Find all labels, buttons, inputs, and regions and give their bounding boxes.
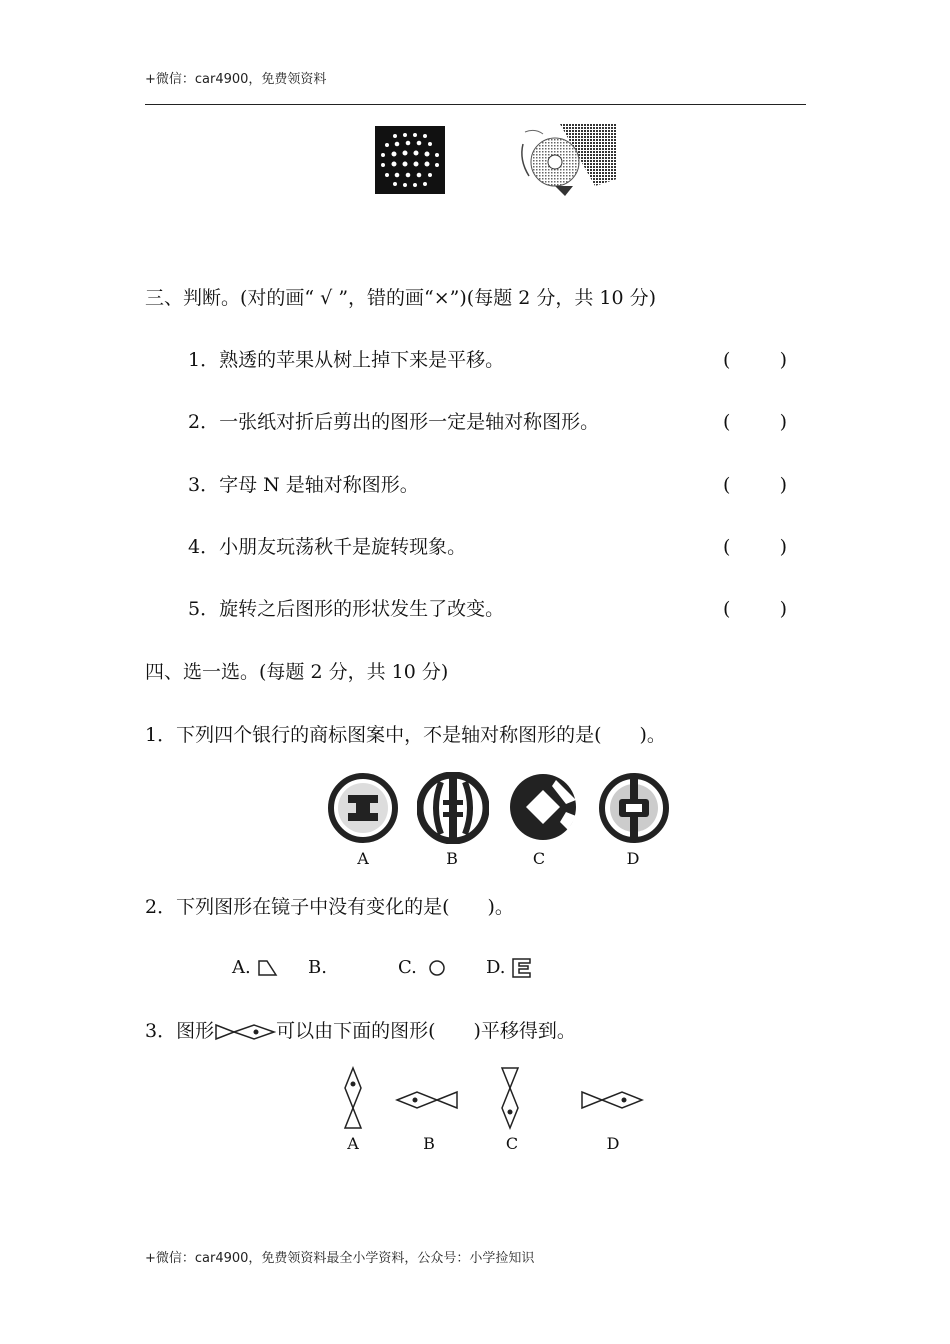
section3-title: 三、判断。(对的画“ √ ”，错的画“×”)(每题 2 分，共 10 分) [145,287,657,309]
trapezoid-shape-icon [256,959,278,977]
bank-logo-a-icon [328,773,398,843]
q1-label-c: C [532,849,546,868]
e-shape-icon [511,958,533,978]
header-rule [145,104,806,105]
section3-item-3: 3．字母 N 是轴对称图形。 [188,474,419,496]
section4-q2: 2．下列图形在镜子中没有变化的是( )。 [145,896,514,918]
q3-shape-c-icon [500,1066,520,1132]
section3-item-2: 2．一张纸对折后剪出的图形一定是轴对称图形。 [188,411,600,433]
q2-option-d[interactable]: D. [486,956,533,980]
answer-blank-5[interactable]: ( ) [723,598,787,620]
section3-item-4: 4．小朋友玩荡秋千是旋转现象。 [188,536,467,558]
q1-label-d: D [626,849,640,868]
section3-item-5: 5．旋转之后图形的形状发生了改变。 [188,598,505,620]
q3-label-b: B [423,1134,435,1153]
section4-q1: 1．下列四个银行的商标图案中，不是轴对称图形的是( )。 [145,724,666,746]
section4-title: 四、选一选。(每题 2 分，共 10 分) [145,661,449,683]
page-footer-text: +微信：car4900，免费领资料最全小学资料，公众号：小学捡知识 [145,1251,535,1266]
q3-label-c: C [505,1134,519,1153]
section3-item-1: 1．熟透的苹果从树上掉下来是平移。 [188,349,505,371]
fish-shape-icon [214,1023,276,1041]
disc-player-image [515,124,620,198]
q3-label-d: D [606,1134,620,1153]
answer-blank-3[interactable]: ( ) [723,474,787,496]
q1-label-a: A [357,849,369,868]
q2-option-c[interactable]: C. [398,956,447,980]
q2-option-b[interactable]: B. [308,957,327,978]
bank-logo-c-icon [508,772,578,842]
q3-label-a: A [347,1134,359,1153]
q2-option-a[interactable]: A. [232,956,278,980]
page-header-text: +微信：car4900，免费领资料 [145,72,327,87]
answer-blank-1[interactable]: ( ) [723,349,787,371]
circle-shape-icon [423,959,447,977]
bank-logo-b-icon [417,772,489,844]
q3-shape-a-icon [343,1066,363,1132]
answer-blank-4[interactable]: ( ) [723,536,787,558]
q3-shape-b-icon [395,1090,461,1110]
q1-label-b: B [446,849,458,868]
q3-shape-d-icon [580,1090,646,1110]
section4-q3: 3．图形 可以由下面的图形( )平移得到。 [145,1020,576,1042]
disco-ball-image [375,126,445,194]
answer-blank-2[interactable]: ( ) [723,411,787,433]
bank-logo-d-icon [599,773,669,843]
